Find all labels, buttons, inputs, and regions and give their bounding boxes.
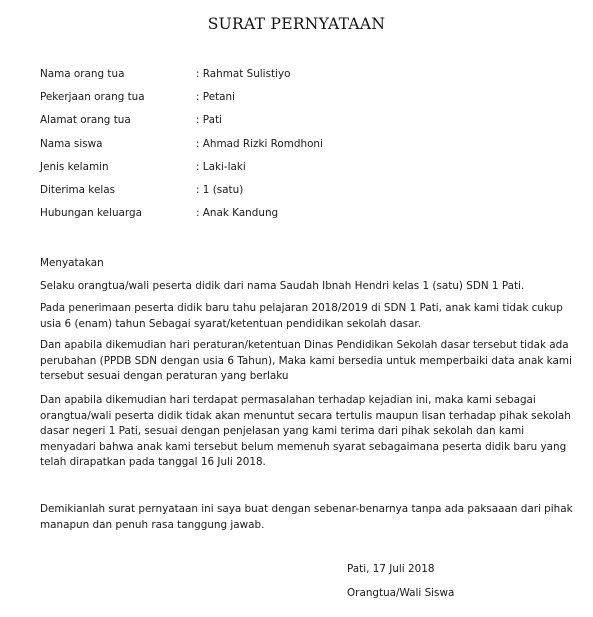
field-student-name [40, 138, 323, 161]
paragraph-text: Dan apabila dikemudian hari terdapat permasalahan terhadap kejadian ini, maka kami sebagai orangtua/wali peserta didik tidak akan menuntut secara tertulis maupun lisan terhadap pihak sekolah dasar negeri 1 Pati, sesuai dengan penjelasan yang kami terima dari pihak sekolah dan kami menyadari bahwa anak kami tersebut belum memenuh syarat sebagaimana peserta didik baru yang telah dirapatkan pada tanggal 16 Juli 2018. [40, 394, 571, 469]
identity-fields [40, 68, 323, 230]
field-class [40, 184, 323, 207]
field-value: : 1 (satu) [196, 183, 244, 196]
field-value: : Anak Kandung [196, 207, 279, 220]
paragraph-4 [40, 393, 580, 471]
field-label: Alamat orang tua [40, 114, 131, 127]
paragraph-2 [40, 301, 580, 332]
field-value: : Ahmad Rizki Romdhoni [196, 137, 323, 150]
statement-heading [40, 256, 580, 272]
field-label: Pekerjaan orang tua [40, 91, 145, 104]
field-parent-occupation [40, 91, 323, 114]
paragraph-3 [40, 338, 580, 385]
field-value: : Petani [196, 91, 236, 104]
signature-place-date: Pati, 17 Juli 2018 [347, 563, 435, 575]
field-value: : Rahmat Sulistiyo [196, 68, 291, 80]
field-label: Hubungan keluarga [40, 207, 142, 220]
field-label: Diterima kelas [40, 183, 116, 196]
document-title: SURAT PERNYATAAN [207, 15, 386, 33]
field-label: Jenis kelamin [40, 160, 109, 173]
field-relationship [40, 207, 323, 230]
paragraph-text: Selaku orangtua/wali peserta didik dari nama Saudah Ibnah Hendri kelas 1 (satu) SDN 1 Pati. [40, 280, 525, 292]
field-parent-address [40, 114, 323, 137]
heading-text: Menyatakan [40, 257, 104, 269]
signature-role: Orangtua/Wali Siswa [347, 587, 455, 599]
field-gender [40, 161, 323, 184]
field-label: Nama orang tua [40, 68, 125, 80]
paragraph-text: Dan apabila dikemudian hari peraturan/ketentuan Dinas Pendidikan Sekolah dasar tersebut tidak ada perubahan (PPDB SDN dengan usia 6 Tahun), Maka kami bersedia untuk memperbaiki data anak kami tersebut sesuai dengan peraturan yang berlaku [40, 339, 572, 383]
field-label: Nama siswa [40, 137, 103, 150]
paragraph-5 [40, 502, 580, 533]
paragraph-text: Pada penerimaan peserta didik baru tahu pelajaran 2018/2019 di SDN 1 Pati, anak kami tidak cukup usia 6 (enam) tahun Sebagai syarat/ketentuan pendidikan sekolah dasar. [40, 302, 563, 330]
paragraph-text: Demikianlah surat pernyataan ini saya buat dengan sebenar-benarnya tanpa ada paksaaan dari pihak manapun dan penuh rasa tanggung jawab. [40, 503, 573, 531]
field-value: : Pati [196, 114, 222, 127]
field-parent-name [40, 68, 323, 91]
field-value: : Laki-laki [196, 160, 246, 173]
paragraph-1 [40, 279, 580, 295]
